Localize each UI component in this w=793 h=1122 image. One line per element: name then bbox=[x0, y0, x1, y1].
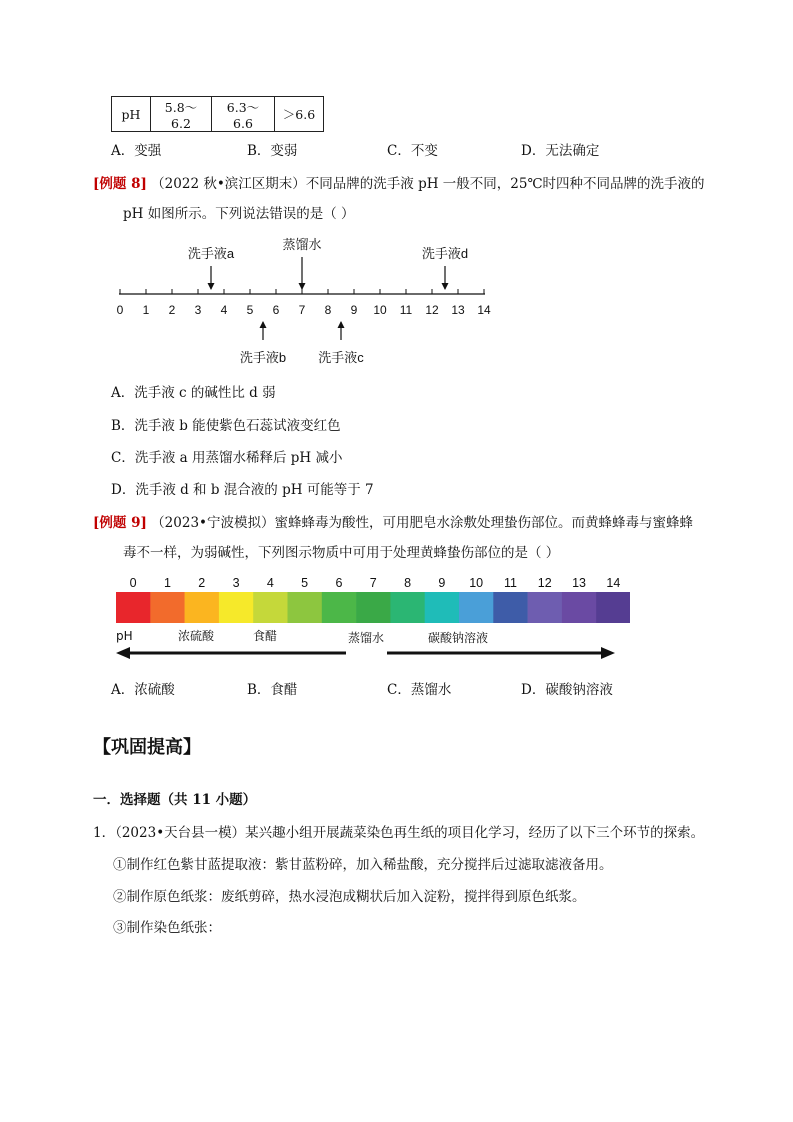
marker-label: 洗手液d bbox=[421, 246, 469, 261]
tick-label: 12 bbox=[425, 303, 439, 317]
ph-number: 8 bbox=[404, 576, 412, 590]
tick-label: 8 bbox=[324, 303, 332, 317]
example-text: （2023•宁波模拟）蜜蜂蜂毒为酸性，可用肥皂水涂敷处理蛰伤部位。而黄蜂蜂毒与蜜蜂蜂 bbox=[151, 515, 693, 531]
example-text: （2022 秋•滨江区期末）不同品牌的洗手液 pH 一般不同，25℃时四种不同品牌的洗手液的 bbox=[151, 176, 705, 192]
table-cell: ＞6.6 bbox=[275, 97, 324, 132]
table-cell: 5.8～6.2 bbox=[151, 97, 212, 132]
ph-number: 6 bbox=[335, 576, 343, 590]
example-9-line-2: 毒不一样，为弱碱性，下列图示物质中可用于处理黄蜂蛰伤部位的是（ ） bbox=[123, 545, 560, 561]
ph-color-cell bbox=[425, 592, 460, 623]
option-a: A．浓硫酸 bbox=[111, 682, 175, 698]
tick-label: 3 bbox=[194, 303, 202, 317]
scale-label: 浓硫酸 bbox=[178, 629, 215, 643]
question-1-step-1: ①制作红色紫甘蓝提取液：紫甘蓝粉碎，加入稀盐酸，充分搅拌后过滤取滤液备用。 bbox=[113, 857, 613, 873]
ph-color-cell bbox=[356, 592, 391, 623]
tick-label: 10 bbox=[373, 303, 387, 317]
tick-label: 0 bbox=[116, 303, 124, 317]
option-b: B．洗手液 b 能使紫色石蕊试液变红色 bbox=[111, 418, 341, 434]
tick-label: 6 bbox=[272, 303, 280, 317]
ph-color-cell bbox=[116, 592, 151, 623]
tick-label: 4 bbox=[220, 303, 228, 317]
marker-label: 洗手液c bbox=[318, 350, 364, 365]
option-d: D．无法确定 bbox=[521, 143, 600, 159]
ph-color-cell bbox=[562, 592, 597, 623]
ph-color-scale bbox=[110, 572, 630, 664]
ph-color-cell bbox=[459, 592, 494, 623]
ph-color-cell bbox=[322, 592, 357, 623]
ph-number: 10 bbox=[469, 576, 484, 590]
ph-number: 7 bbox=[369, 576, 377, 590]
part-title: 一．选择题（共 11 小题） bbox=[93, 792, 257, 808]
tick-label: 1 bbox=[142, 303, 150, 317]
ph-color-cell bbox=[253, 592, 288, 623]
scale-label: 碳酸钠溶液 bbox=[428, 631, 489, 645]
tick-label: 2 bbox=[168, 303, 176, 317]
ph-number: 0 bbox=[129, 576, 137, 590]
example-8-line-1 bbox=[93, 172, 705, 192]
tick-label: 9 bbox=[350, 303, 358, 317]
option-d: D．碳酸钠溶液 bbox=[521, 682, 613, 698]
ph-number: 9 bbox=[438, 576, 446, 590]
arrow-head bbox=[116, 647, 130, 659]
ph-color-cell bbox=[596, 592, 630, 623]
ph-color-cell bbox=[493, 592, 528, 623]
ph-number: 4 bbox=[266, 576, 274, 590]
tick-label: 13 bbox=[451, 303, 465, 317]
ph-range-table bbox=[111, 96, 324, 132]
table-cell: pH bbox=[112, 97, 151, 132]
ph-color-cell bbox=[528, 592, 563, 623]
arrow-head bbox=[299, 283, 306, 290]
tick-label: 14 bbox=[477, 303, 491, 317]
question-1-step-2: ②制作原色纸浆：废纸剪碎，热水浸泡成糊状后加入淀粉，搅拌得到原色纸浆。 bbox=[113, 889, 586, 905]
tick-label: 5 bbox=[246, 303, 254, 317]
example-tag: [例题 8] bbox=[93, 176, 147, 192]
arrow-head bbox=[260, 321, 267, 328]
marker-label: 蒸馏水 bbox=[282, 237, 322, 252]
option-a: A．变强 bbox=[111, 143, 162, 159]
option-b: B．食醋 bbox=[247, 682, 298, 698]
marker-label: 洗手液b bbox=[239, 350, 287, 365]
ph-color-cell bbox=[150, 592, 185, 623]
option-c: C．蒸馏水 bbox=[387, 682, 452, 698]
table-cell: 6.3～6.6 bbox=[212, 97, 275, 132]
section-title: 【巩固提高】 bbox=[93, 737, 201, 758]
question-1: 1．（2023•天台县一模）某兴趣小组开展蔬菜染色再生纸的项目化学习，经历了以下三个环节的探索。 bbox=[93, 825, 705, 841]
ph-number: 12 bbox=[537, 576, 552, 590]
ph-color-cell bbox=[390, 592, 425, 623]
ph-number: 14 bbox=[606, 576, 621, 590]
arrow-head bbox=[442, 283, 449, 290]
option-b: B．变弱 bbox=[247, 143, 298, 159]
ph-number: 2 bbox=[198, 576, 206, 590]
arrow-head bbox=[601, 647, 615, 659]
arrow-head bbox=[338, 321, 345, 328]
scale-label: 蒸馏水 bbox=[348, 631, 385, 645]
ph-color-cell bbox=[219, 592, 254, 623]
ph-number: 13 bbox=[572, 576, 587, 590]
tick-label: 7 bbox=[298, 303, 306, 317]
scale-label: 食醋 bbox=[253, 629, 278, 643]
option-c: C．不变 bbox=[387, 143, 438, 159]
ph-number: 11 bbox=[503, 576, 517, 590]
scale-label: pH bbox=[116, 629, 133, 643]
option-c: C．洗手液 a 用蒸馏水稀释后 pH 减小 bbox=[111, 450, 343, 466]
ph-number-line bbox=[105, 233, 505, 368]
question-1-step-3: ③制作染色纸张： bbox=[113, 920, 221, 936]
example-tag: [例题 9] bbox=[93, 515, 147, 531]
example-8-line-2: pH 如图所示。下列说法错误的是（ ） bbox=[123, 206, 355, 222]
ph-number: 1 bbox=[163, 576, 171, 590]
option-d: D．洗手液 d 和 b 混合液的 pH 可能等于 7 bbox=[111, 482, 374, 498]
ph-color-cell bbox=[185, 592, 220, 623]
arrow-head bbox=[208, 283, 215, 290]
ph-number: 5 bbox=[301, 576, 309, 590]
option-a: A．洗手液 c 的碱性比 d 弱 bbox=[111, 385, 276, 401]
marker-label: 洗手液a bbox=[187, 246, 235, 261]
example-9-line-1 bbox=[93, 511, 693, 531]
tick-label: 11 bbox=[399, 303, 413, 317]
ph-number: 3 bbox=[232, 576, 240, 590]
ph-color-cell bbox=[288, 592, 323, 623]
